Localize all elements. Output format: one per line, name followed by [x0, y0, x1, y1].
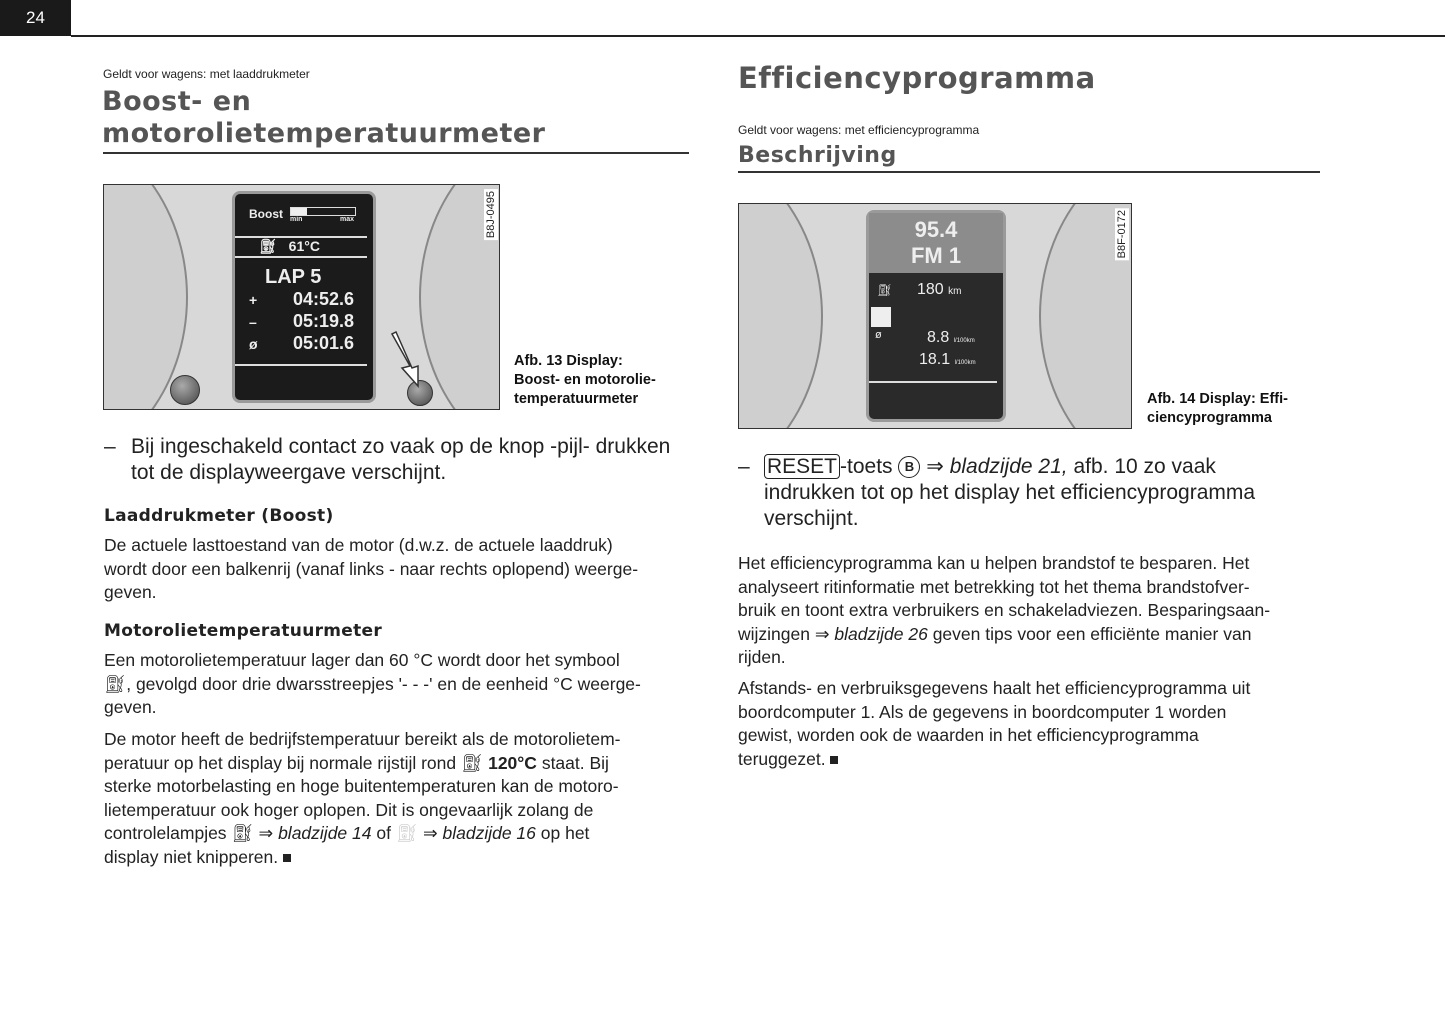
section-oil-temp-p2: [104, 728, 621, 869]
lap-row-time: 05:01.6: [293, 333, 355, 353]
average-symbol: ø: [875, 329, 882, 341]
page-reference-link[interactable]: bladzijde 21,: [949, 455, 1068, 478]
left-applies-to: Geldt voor wagens: met laaddrukmeter: [103, 67, 310, 81]
text-line: [104, 822, 621, 846]
text-line: geven.: [104, 582, 157, 602]
caption-line: ciencyprogramma: [1147, 410, 1272, 426]
text-line: Een motorolietemperatuur lager dan 60 °C wordt door het symbool: [104, 650, 620, 670]
page-reference-link[interactable]: bladzijde 26: [834, 623, 928, 644]
lap-row-symbol: –: [249, 314, 257, 330]
section-title-oil-temp: Motorolietemperatuurmeter: [104, 621, 383, 641]
boost-bar: [290, 207, 356, 216]
lap-row-symbol: ø: [249, 336, 258, 352]
text-fragment: geven tips voor een efficiënte manier van: [932, 623, 1252, 644]
caption-line: Afb. 14 Display: Effi-: [1147, 391, 1288, 407]
text-line: Het efficiencyprogramma kan u helpen brandstof te besparen. Het: [738, 553, 1250, 573]
right-applies-to: Geldt voor wagens: met efficiencyprogramma: [738, 123, 980, 137]
text-line: sterke motorbelasting en hoge buitentemperaturen kan de motoro-: [104, 776, 619, 796]
figure-13-boost-display: [103, 184, 500, 410]
lap-row-worst: [249, 311, 354, 333]
text-line: wordt door een balkenrij (vanaf links - naar rechts oplopend) weerge-: [104, 558, 639, 579]
left-title-line2: motorolietemperatuurmeter: [102, 118, 546, 149]
range-unit: km: [948, 286, 962, 297]
arrow-ref-icon: ⇒: [422, 823, 438, 843]
left-gauge: [738, 203, 823, 429]
caption-line: Boost- en motorolie-: [514, 372, 656, 388]
text-fragment: wijzingen: [738, 623, 810, 644]
radio-frequency: 95.4: [914, 217, 958, 242]
text-line: gewist, worden ook de waarden in het efficiencyprogramma: [738, 725, 1199, 745]
text-line: De actuele lasttoestand van de motor (d.w.z. de actuele laaddruk): [104, 535, 613, 555]
instruction-line: indrukken tot op het display het efficiencyprogramma: [764, 481, 1256, 504]
caption-line: temperatuurmeter: [514, 391, 639, 407]
arrow-pointer-icon: [388, 330, 428, 390]
lap-row-best: [249, 289, 354, 311]
figure-code: B8J-0495: [485, 191, 497, 239]
text-line: [104, 846, 621, 870]
driver-info-display: [866, 210, 1006, 422]
text-fragment: display niet knipperen.: [104, 846, 279, 867]
temperature-value: 120°C: [488, 752, 537, 773]
oil-can-icon: ⛽︎: [259, 238, 277, 254]
list-dash: –: [104, 435, 116, 458]
figure-code: B8F-0172: [1116, 210, 1128, 259]
arrow-ref-icon: ⇒: [814, 623, 830, 644]
boost-label: Boost: [249, 207, 283, 221]
lap-row-average: [249, 333, 354, 355]
list-dash: –: [738, 455, 750, 478]
text-fragment: peratuur op het display bij normale rijstijl rond: [104, 752, 457, 773]
boost-bar-fill: [291, 208, 307, 215]
section-oil-temp-p1: [104, 649, 641, 720]
section-title-boost: Laaddrukmeter (Boost): [104, 506, 334, 526]
text-line: geven.: [104, 697, 157, 717]
text-line: lietemperatuur ook hoger oplopen. Dit is ongevaarlijk zolang de: [104, 799, 594, 820]
text-fragment: op het: [540, 823, 590, 843]
oil-temp-row: [259, 238, 320, 255]
header-rule: [71, 35, 1445, 37]
text-line: [738, 623, 1270, 647]
instruction-line: tot de displayweergave verschijnt.: [131, 461, 447, 484]
driver-info-display: [232, 191, 376, 403]
lap-row-time: 04:52.6: [293, 289, 355, 309]
lap-row-symbol: +: [249, 292, 258, 308]
lap-label: LAP 5: [265, 266, 322, 288]
page-header: [0, 0, 1445, 37]
instruction-line: Bij ingeschakeld contact zo vaak op de knop -pijl- drukken: [131, 435, 671, 458]
consumption-row-2: [919, 351, 976, 369]
end-marker-icon: [830, 756, 838, 764]
page-number: 24: [0, 0, 71, 36]
oil-can-icon: ⛽︎: [104, 673, 127, 694]
left-title: [102, 86, 546, 150]
text-line: rijden.: [738, 647, 786, 667]
left-knob: [170, 375, 200, 405]
arrow-ref-icon: ⇒: [258, 823, 274, 843]
consumption-value: 18.1: [919, 351, 951, 368]
figure-14-efficiency-display: [738, 203, 1132, 429]
text-line: [104, 673, 641, 697]
range-value: 180: [917, 281, 944, 298]
end-marker-icon: [283, 854, 291, 862]
radio-band: FM 1: [910, 243, 962, 268]
display-separator: [235, 364, 367, 366]
range-row: [917, 281, 962, 299]
figure-14-caption: [1147, 390, 1288, 428]
reset-key: RESET: [764, 454, 840, 479]
callout-b-icon: B: [898, 456, 920, 478]
text-line: Afstands- en verbruiksgegevens haalt het efficiencyprogramma uit: [738, 678, 1251, 698]
text-fragment: -toets: [840, 455, 893, 478]
text-fragment: , gevolgd door drie dwarsstreepjes '- - -' en de eenheid °C weerge-: [126, 673, 641, 694]
display-separator: [235, 256, 367, 258]
text-fragment: controlelampjes: [104, 823, 227, 843]
right-paragraph-1: [738, 552, 1270, 670]
text-line: boordcomputer 1. Als de gegevens in boordcomputer 1 worden: [738, 701, 1227, 722]
text-line: De motor heeft de bedrijfstemperatuur bereikt als de motorolietem-: [104, 729, 621, 749]
left-title-rule: [103, 152, 689, 154]
text-line: bruik en toont extra verbruikers en schakeladviezen. Besparingsaan-: [738, 600, 1271, 620]
boost-min-label: min: [290, 216, 303, 223]
left-gauge: [103, 184, 188, 410]
lap-row-time: 05:19.8: [293, 311, 355, 331]
text-fragment: teruggezet.: [738, 748, 826, 769]
text-line: analyseert ritinformatie met betrekking tot het thema brandstofver-: [738, 576, 1250, 597]
right-subtitle: Beschrijving: [738, 143, 897, 168]
figure-13-caption: [514, 352, 656, 409]
text-line: [738, 748, 1250, 772]
oil-can-icon: ⛽︎: [461, 752, 484, 773]
caption-line: Afb. 13 Display:: [514, 353, 623, 369]
right-title: Efficiencyprogramma: [738, 61, 1096, 95]
text-fragment: of: [376, 823, 391, 843]
warning-lamp-icon: ⛽︎: [395, 823, 419, 843]
right-paragraph-2: [738, 677, 1250, 771]
oil-temp-value: 61°C: [288, 238, 320, 254]
lap-times: [249, 289, 354, 355]
fuel-pump-icon: ⛽︎: [877, 283, 893, 297]
text-fragment: staat. Bij: [541, 752, 609, 773]
section-boost-text: [104, 534, 638, 605]
consumption-unit: l/100km: [953, 338, 975, 344]
instruction-line: [764, 454, 1255, 480]
right-title-rule: [738, 171, 1320, 173]
arrow-ref-icon: ⇒: [926, 455, 944, 478]
left-instruction: [131, 434, 670, 486]
left-title-line1: Boost- en: [102, 86, 252, 117]
consumption-unit: l/100km: [954, 360, 976, 366]
right-instruction: [764, 454, 1255, 532]
oil-can-icon: ⛽︎: [231, 823, 254, 843]
consumption-row-1: [927, 329, 975, 347]
text-line: [104, 752, 621, 776]
instruction-line: verschijnt.: [764, 507, 859, 530]
efficiency-tab-icon: [871, 307, 891, 327]
text-fragment: afb. 10 zo vaak: [1073, 455, 1216, 478]
consumption-value: 8.8: [927, 329, 950, 346]
page-reference-link[interactable]: bladzijde 14: [278, 823, 372, 843]
display-separator: [869, 381, 997, 383]
page-reference-link[interactable]: bladzijde 16: [442, 823, 536, 843]
boost-max-label: max: [340, 216, 355, 223]
